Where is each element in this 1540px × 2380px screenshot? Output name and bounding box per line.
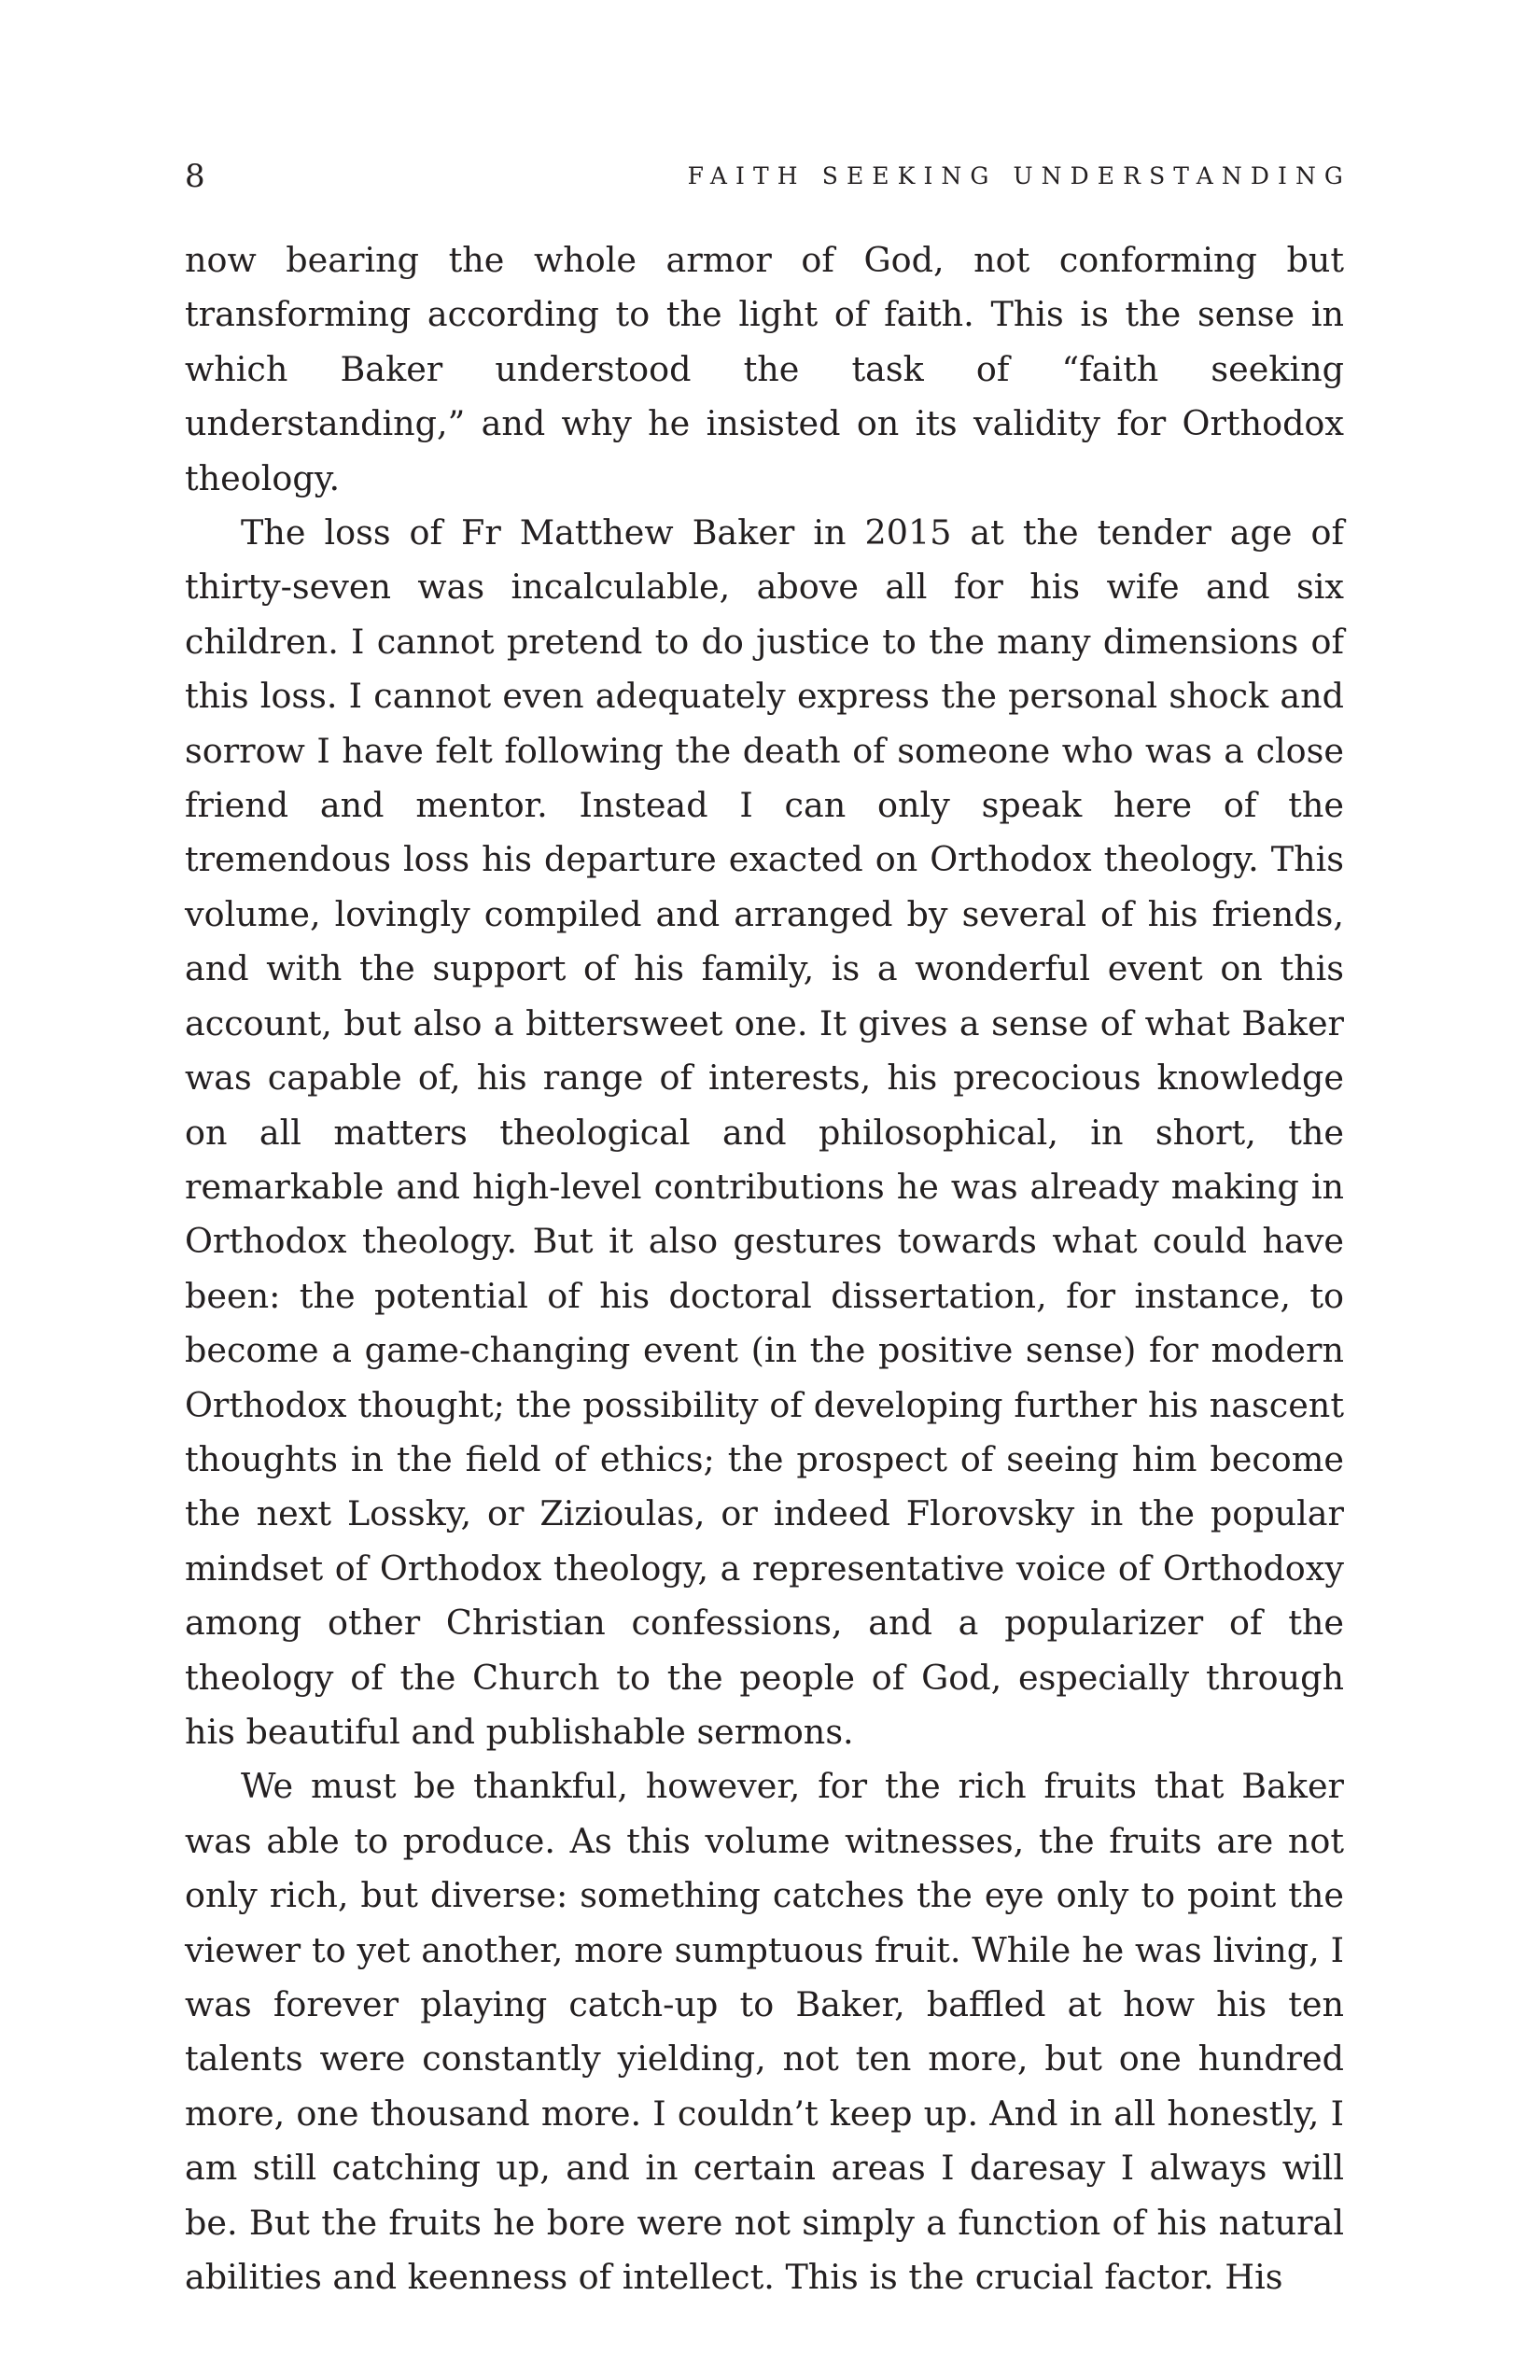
paragraph-2: The loss of Fr Matthew Baker in 2015 at the tender age of thirty-seven was incalculable, above all for his wife and six children. I cannot pretend to do justice to the many dimensions of this loss. I cannot even adequately express the personal shock and sorrow I have felt following the death of someone who was a close friend and mentor. Instead I can only speak here of the tremendous loss his departure exacted on Orthodox theology. This volume, lovingly compiled and arranged by several of his friends, and with the support of his family, is a wonderful event on this account, but also a bittersweet one. It gives a sense of what Baker was capable of, his range of interests, his precocious knowledge on all matters theological and philosophical, in short, the remarkable and high-level contributions he was already making in Orthodox theology. But it also gestures towards what could have been: the potential of his doctoral dissertation, for instance, to become a game-changing event (in the positive sense) for modern Orthodox thought; the possibility of developing further his nascent thoughts in the field of ethics; the prospect of seeing him become the next Lossky, or Zizioulas, or indeed Florovsky in the popular mindset of Orthodox theology, a representative voice of Orthodoxy among other Christian confessions, and a popularizer of the theology of the Church to the people of God, especially through his beautiful and publishable sermons. — [185, 512, 1344, 1752]
body-text — [185, 233, 1344, 2304]
page-number: 8 — [185, 158, 205, 195]
paragraph-3: We must be thankful, however, for the rich fruits that Baker was able to produce. As this volume witnesses, the fruits are not only rich, but diverse: something catches the eye only to point the viewer to yet another, more sumptuous fruit. While he was living, I was forever playing catch-up to Baker, baffled at how his ten talents were constantly yielding, not ten more, but one hundred more, one thousand more. I couldn’t keep up. And in all honestly, I am still catching up, and in certain areas I daresay I always will be. But the fruits he bore were not simply a function of his natural abilities and keenness of intellect. This is the crucial factor. His — [185, 1766, 1344, 2298]
paragraph-1: now bearing the whole armor of God, not conforming but transforming according to the light of faith. This is the sense in which Baker understood the task of “faith seeking understanding,” and why he insisted on its validity for Orthodox theology. — [185, 240, 1344, 498]
running-title: FAITH SEEKING UNDERSTANDING — [687, 162, 1351, 189]
running-head — [185, 153, 1351, 200]
